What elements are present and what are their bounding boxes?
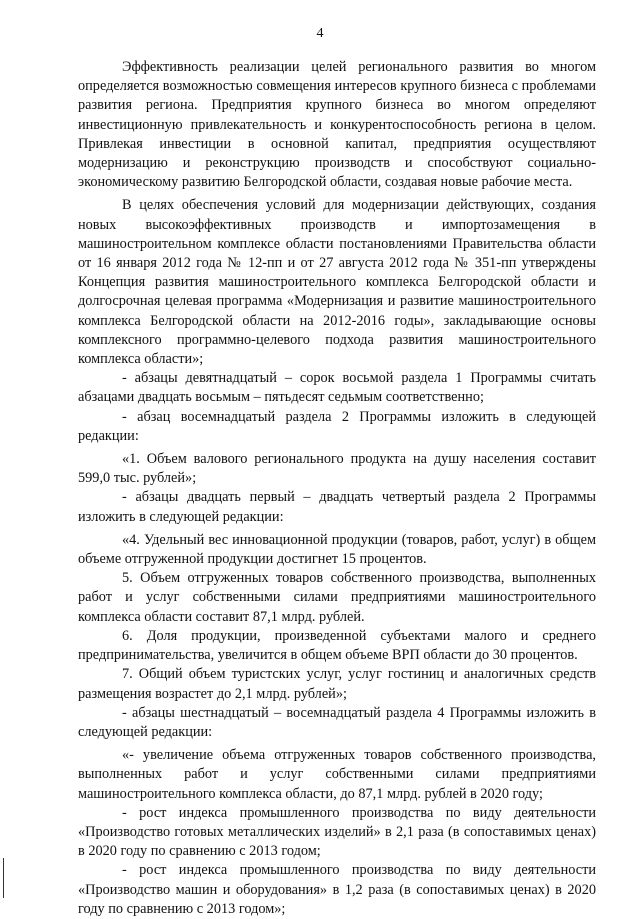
list-item: - рост индекса промышленного производства по виду деятельности «Производство готовых металлических изделий» в 2,1 раза (в сопоставимых ценах) в 2020 году по сравнению с 2013 годом; bbox=[78, 804, 596, 860]
document-body bbox=[78, 58, 596, 919]
list-item: - абзацы шестнадцатый – восемнадцатый раздела 4 Программы изложить в следующей редакции: bbox=[78, 704, 596, 740]
quoted-paragraph: «1. Объем валового регионального продукта на душу населения составит 599,0 тыс. рублей»; bbox=[78, 451, 596, 487]
paragraph: В целях обеспечения условий для модернизации действующих, создания новых высокоэффективных производств и импортозамещения в машиностроительном комплексе области постановлениями Правительства области от 16 января 2012 года № 12-пп и от 27 августа 2012 года № 351-пп утверждены Концепция развития машиностроительного комплекса Белгородской области и долгосрочная целевая программа «Модернизация и развитие машиностроительного комплекса Белгородской области на 2012-2016 годы», закладывающие основы комплексного программно-целевого подхода развития машиностроительного комплекса области»; bbox=[78, 197, 596, 368]
scan-edge-mark bbox=[3, 858, 4, 898]
list-item: - рост индекса промышленного производства по виду деятельности «Производство машин и оборудования» в 1,2 раза (в сопоставимых ценах) в 2020 году по сравнению с 2013 годом»; bbox=[78, 862, 596, 917]
page-number: 4 bbox=[316, 26, 324, 41]
paragraph: 7. Общий объем туристских услуг, услуг гостиниц и аналогичных средств размещения возрастет до 2,1 млрд. рублей»; bbox=[78, 666, 596, 702]
paragraph: 5. Объем отгруженных товаров собственного производства, выполненных работ и услуг собственными силами предприятиями машиностроительного комплекса области составит 87,1 млрд. рублей. bbox=[78, 570, 596, 625]
paragraph: 6. Доля продукции, произведенной субъектами малого и среднего предпринимательства, увеличится в общем объеме ВРП области до 30 процентов. bbox=[78, 627, 596, 664]
list-item: - абзацы двадцать первый – двадцать четвертый раздела 2 Программы изложить в следующей редакции: bbox=[78, 489, 596, 525]
list-item: - абзацы девятнадцатый – сорок восьмой раздела 1 Программы считать абзацами двадцать восьмым – пятьдесят седьмым соответственно; bbox=[78, 370, 596, 406]
quoted-paragraph: «4. Удельный вес инновационной продукции (товаров, работ, услуг) в общем объеме отгруженной продукции достигнет 15 процентов. bbox=[78, 531, 596, 568]
paragraph: Эффективность реализации целей регионального развития во многом определяется возможностью совмещения интересов крупного бизнеса с проблемами развития региона. Предприятия крупного бизнеса во многом определяют инвестиционную привлекательность и конкурентоспособность региона в целом. Привлекая инвестиции в основной капитал, предприятия осуществляют модернизацию и реконструкцию производств и способствуют социально-экономическому развитию Белгородской области, создавая новые рабочие места. bbox=[78, 59, 596, 191]
list-item: - абзац восемнадцатый раздела 2 Программы изложить в следующей редакции: bbox=[78, 408, 596, 444]
quoted-paragraph: «- увеличение объема отгруженных товаров собственного производства, выполненных работ и услуг собственными силами предприятиями машиностроительного комплекса области, до 87,1 млрд. рублей в 2020 году; bbox=[78, 747, 596, 802]
